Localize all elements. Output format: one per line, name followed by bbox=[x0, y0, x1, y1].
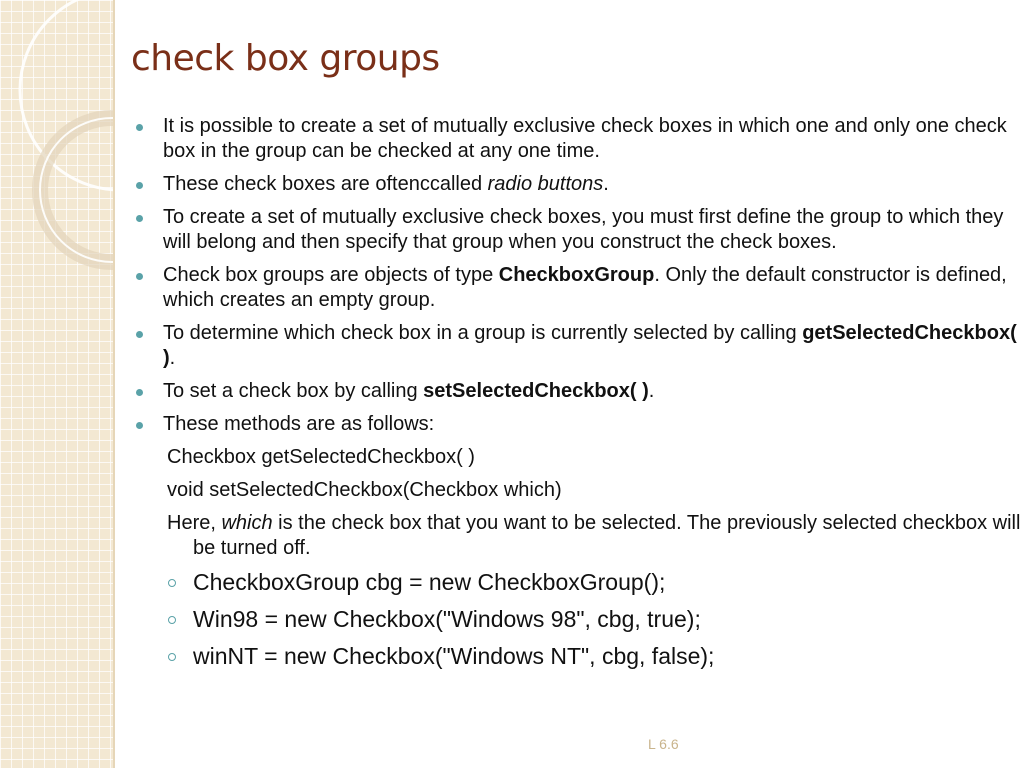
code-item bbox=[136, 643, 1021, 669]
ring-bullet-icon bbox=[168, 616, 176, 624]
slide-number: L 6.6 bbox=[648, 736, 679, 752]
bullet-item bbox=[136, 412, 1021, 437]
bullet-dot-icon bbox=[136, 273, 143, 280]
note-text: is the check box that you want to be selected. The previously selected checkbox will be turned off. bbox=[193, 512, 1021, 559]
slide-title: check box groups bbox=[131, 38, 440, 79]
code-item bbox=[136, 606, 1021, 632]
code-text: Win98 = new Checkbox("Windows 98", cbg, true); bbox=[193, 606, 701, 632]
bold-text: CheckboxGroup bbox=[498, 264, 655, 286]
bullet-text: To determine which check box in a group is currently selected by calling bbox=[163, 322, 803, 344]
bullet-dot-icon bbox=[136, 182, 143, 189]
method-note bbox=[136, 511, 1021, 561]
code-text: CheckboxGroup cbg = new CheckboxGroup(); bbox=[193, 569, 666, 595]
bullet-list bbox=[136, 114, 1021, 437]
bullet-text: These check boxes are oftenccalled bbox=[163, 173, 488, 195]
code-text: winNT = new Checkbox("Windows NT", cbg, false); bbox=[193, 643, 715, 669]
bullet-item bbox=[136, 114, 1021, 164]
method-signature: Checkbox getSelectedCheckbox( ) bbox=[167, 446, 475, 468]
bullet-dot-icon bbox=[136, 331, 143, 338]
bullet-item bbox=[136, 205, 1021, 255]
decorative-side-panel bbox=[0, 0, 113, 768]
ring-bullet-icon bbox=[168, 653, 176, 661]
code-list bbox=[136, 569, 1021, 669]
bullet-text: . Only the default constructor is defined, which creates an empty group. bbox=[163, 264, 1007, 311]
bullet-dot-icon bbox=[136, 422, 143, 429]
bullet-item bbox=[136, 172, 1021, 197]
slide-body bbox=[136, 114, 1021, 680]
bold-text: setSelectedCheckbox( ) bbox=[423, 380, 649, 402]
bullet-item bbox=[136, 379, 1021, 404]
bullet-dot-icon bbox=[136, 215, 143, 222]
bullet-dot-icon bbox=[136, 124, 143, 131]
bold-text: getSelectedCheckbox( ) bbox=[163, 322, 1017, 369]
emphasis-text: radio buttons bbox=[487, 173, 604, 195]
note-text: Here, bbox=[167, 512, 222, 534]
ring-bullet-icon bbox=[168, 579, 176, 587]
bullet-text: These methods are as follows: bbox=[163, 413, 435, 435]
bullet-text: It is possible to create a set of mutually exclusive check boxes in which one and only one check box in the group can be checked at any one time. bbox=[163, 115, 1007, 162]
bullet-text: Check box groups are objects of type bbox=[163, 264, 499, 286]
bullet-text: To set a check box by calling bbox=[163, 380, 424, 402]
code-item bbox=[136, 569, 1021, 595]
bullet-item bbox=[136, 321, 1021, 371]
bullet-item bbox=[136, 263, 1021, 313]
bullet-text: To create a set of mutually exclusive check boxes, you must first define the group to which they will belong and then specify that group when you construct the check boxes. bbox=[163, 206, 1004, 253]
method-signature: void setSelectedCheckbox(Checkbox which) bbox=[167, 479, 562, 501]
bullet-text: . bbox=[169, 347, 176, 369]
decorative-circles bbox=[0, 0, 113, 768]
emphasis-text: which bbox=[221, 512, 273, 534]
bullet-dot-icon bbox=[136, 389, 143, 396]
side-panel-border bbox=[113, 0, 115, 768]
bullet-text: . bbox=[603, 173, 609, 195]
bullet-text: . bbox=[648, 380, 655, 402]
